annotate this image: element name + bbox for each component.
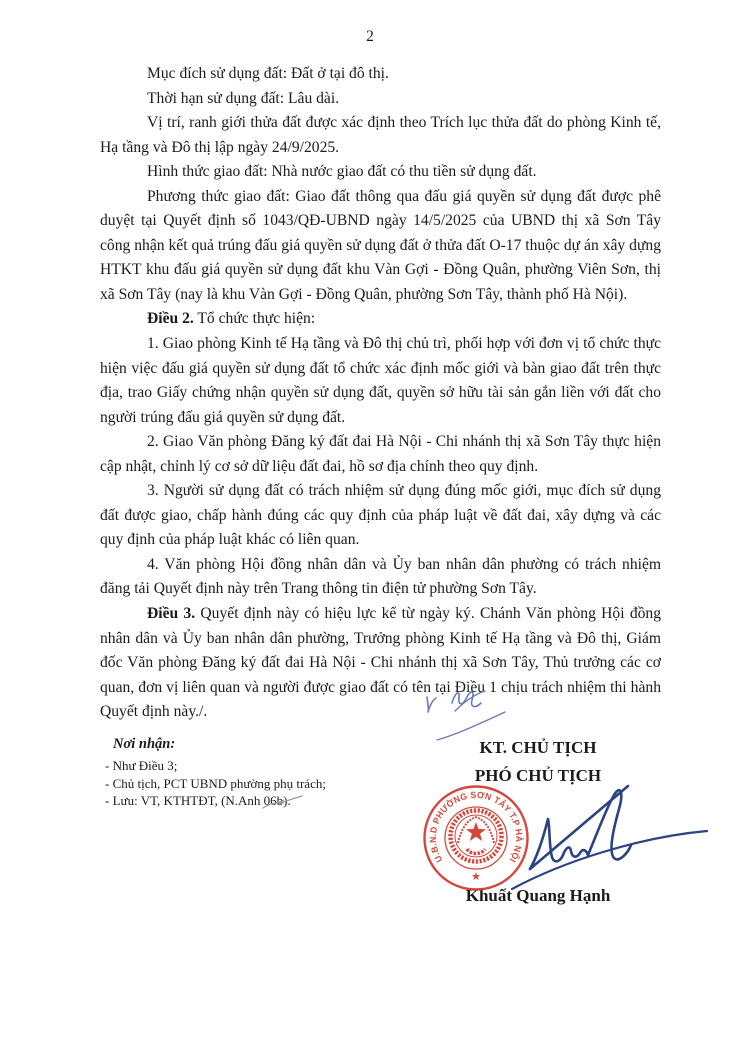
paragraph: Thời hạn sử dụng đất: Lâu dài. (147, 89, 340, 107)
paragraph: Phương thức giao đất: Giao đất thông qua đấu giá quyền sử dụng đất được phê duyệt tại Quyết định số 1043/QĐ-UBND ngày 14/5/2025 của UBND thị xã Sơn Tây công nhận kết quả trúng đấu giá quyền sử dụng đất ở thửa đất O-17 thuộc dự án xây dựng HTKT khu đấu giá quyền sử dụng đất khu Vàn Gợi - Đồng Quân, phường Viên Sơn, thị xã Sơn Tây (nay là khu Vàn Gợi - Đồng Quân, phường Sơn Tây, thành phố Hà Nội). (100, 187, 661, 303)
document-body (100, 62, 661, 725)
seal-star-glyph: ★ (471, 871, 481, 883)
recipients-list (105, 757, 375, 810)
recipient-item: - Như Điều 3; (105, 758, 178, 773)
initial-paraph-ink (415, 683, 530, 745)
recipient-item: - Chủ tịch, PCT UBND phường phụ trách; (105, 775, 326, 791)
emblem-star (466, 822, 486, 841)
paragraph: 1. Giao phòng Kinh tế Hạ tầng và Đô thị chủ trì, phối hợp với đơn vị tổ chức thực hiện việc đấu giá quyền sử dụng đất tổ chức xác định mốc giới và bàn giao đất trên thực địa, trao Giấy chứng nhận quyền sử dụng đất, quyền sở hữu tài sản gắn liền với đất cho người trúng đấu giá quyền sử dụng đất. (100, 335, 661, 426)
page-number: 2 (366, 28, 374, 45)
paragraph: Vị trí, ranh giới thửa đất được xác định theo Trích lục thửa đất do phòng Kinh tế, Hạ tầng và Đô thị lập ngày 24/9/2025. (100, 114, 661, 156)
paragraph: Điều 2. Tổ chức thực hiện: (147, 310, 316, 328)
paragraph: 4. Văn phòng Hội đồng nhân dân và Ủy ban nhân dân phường có trách nhiệm đăng tải Quyết định này trên Trang thông tin điện tử phường Sơn Tây. (100, 555, 661, 598)
checkmark-ink (258, 793, 306, 813)
recipient-item: - Lưu: VT, KTHTĐT, (N.Anh 06b). (105, 793, 291, 809)
signature-ink (500, 763, 710, 893)
paragraph: Điều 3. Quyết định này có hiệu lực kể từ ngày ký. Chánh Văn phòng Hội đồng nhân dân và Ủy ban nhân dân phường, Trưởng phòng Kinh tế Hạ tầng và Đô thị, Giám đốc Văn phòng Đăng ký đất đai Hà Nội - Chi nhánh thị xã Sơn Tây, Thủ trưởng các cơ quan, đơn vị liên quan và người được giao đất có tên tại Điều 1 chịu trách nhiệm thi hành Quyết định này./. (100, 605, 662, 721)
seal-ring-text: U.B.N.D PHƯỜNG SƠN TÂY T.P HÀ NỘI (427, 789, 525, 865)
article-heading: Điều 2. (147, 310, 194, 328)
signature-title-line2: PHÓ CHỦ TỊCH (474, 765, 602, 785)
signature-title-line1: KT. CHỦ TỊCH (479, 738, 597, 757)
paragraph: 3. Người sử dụng đất có trách nhiệm sử dụng đúng mốc giới, mục đích sử dụng đất được giao, chấp hành đúng các quy định của pháp luật về đất đai, xây dựng và các quy định của pháp luật khác có liên quan. (100, 482, 661, 549)
paragraph: Mục đích sử dụng đất: Đất ở tại đô thị. (147, 65, 389, 82)
article-heading: Điều 3. (147, 605, 196, 623)
signer-name: Khuất Quang Hạnh (465, 886, 611, 905)
recipients-title: Nơi nhận: (113, 736, 176, 752)
paragraph: 2. Giao Văn phòng Đăng ký đất đai Hà Nội - Chi nhánh thị xã Sơn Tây thực hiện cập nhật, chỉnh lý cơ sở dữ liệu đất đai, hồ sơ địa chính theo quy định. (100, 433, 661, 475)
seal-national-emblem (451, 811, 502, 862)
paragraph: Hình thức giao đất: Nhà nước giao đất có thu tiền sử dụng đất. (147, 163, 537, 181)
recipients-block (105, 736, 375, 810)
